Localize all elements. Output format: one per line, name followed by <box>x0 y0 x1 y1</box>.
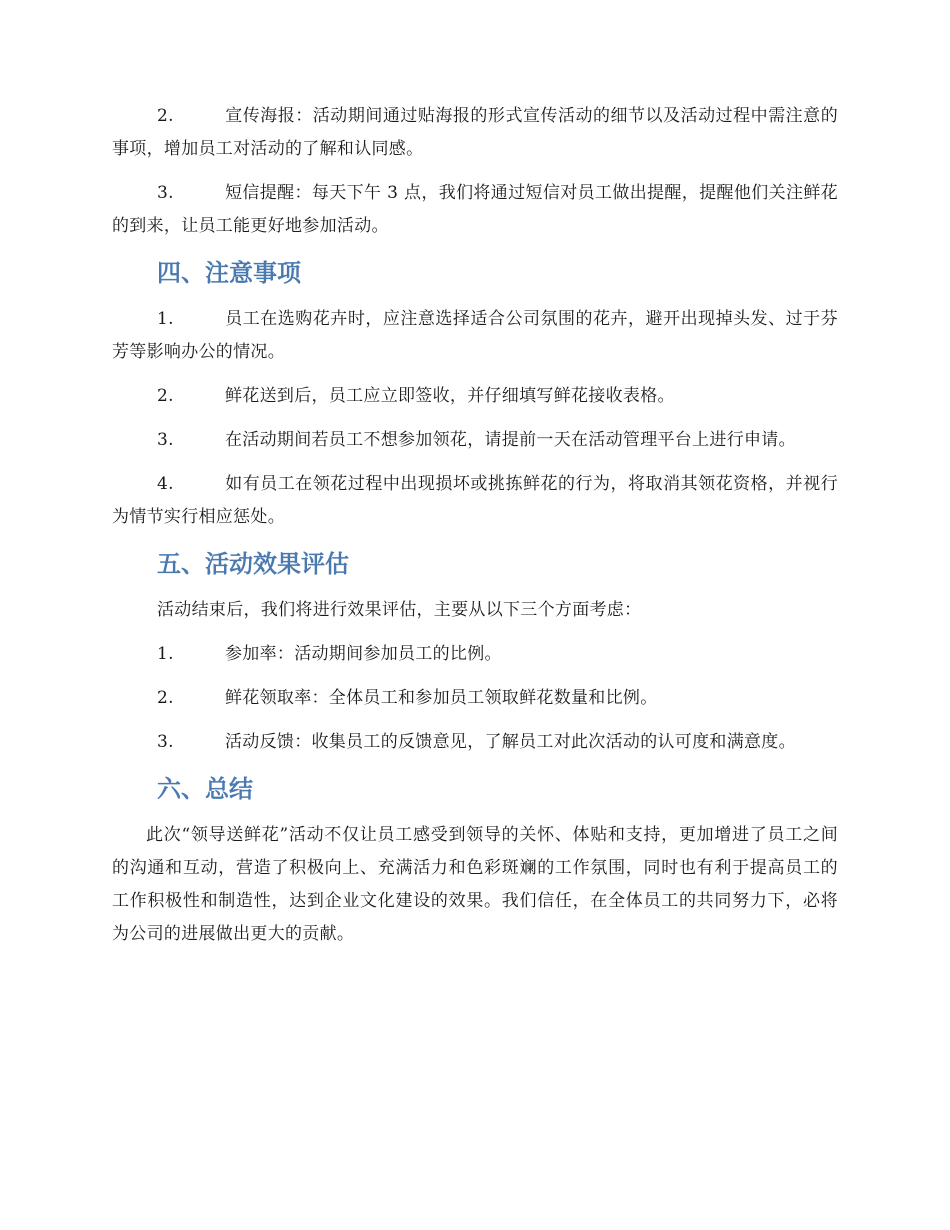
document-page <box>112 100 838 962</box>
list-item-text: 短信提醒：每天下午 3 点，我们将通过短信对员工做出提醒，提醒他们关注鲜花的到来，让员工能更好地参加活动。 <box>112 183 838 236</box>
list-item-number: 3. <box>157 732 174 752</box>
section-heading: 五、活动效果评估 <box>157 550 349 578</box>
list-item <box>112 100 838 166</box>
list-item <box>112 682 838 715</box>
list-item-number: 1. <box>157 309 174 329</box>
section-heading: 六、总结 <box>157 775 253 803</box>
list-item-text: 鲜花领取率：全体员工和参加员工领取鲜花数量和比例。 <box>225 688 658 708</box>
section-heading: 四、注意事项 <box>157 259 301 287</box>
list-item-text: 鲜花送到后，员工应立即签收，并仔细填写鲜花接收表格。 <box>225 386 675 406</box>
list-item <box>112 468 838 534</box>
list-item <box>112 303 838 369</box>
list-item-text: 活动反馈：收集员工的反馈意见，了解员工对此次活动的认可度和满意度。 <box>225 732 796 752</box>
list-item-text: 如有员工在领花过程中出现损坏或挑拣鲜花的行为，将取消其领花资格，并视行为情节实行相应惩处。 <box>112 474 838 527</box>
list-item <box>112 177 838 243</box>
list-item-number: 4. <box>157 474 174 494</box>
list-item <box>112 638 838 671</box>
list-item-text: 在活动期间若员工不想参加领花，请提前一天在活动管理平台上进行申请。 <box>225 430 796 450</box>
list-item-number: 2. <box>157 386 174 406</box>
list-item <box>112 380 838 413</box>
list-item-number: 1. <box>157 644 174 664</box>
list-item <box>112 424 838 457</box>
list-item-text: 参加率：活动期间参加员工的比例。 <box>225 644 502 664</box>
list-item-number: 2. <box>157 106 174 126</box>
list-item-number: 2. <box>157 688 174 708</box>
intro-paragraph: 活动结束后，我们将进行效果评估，主要从以下三个方面考虑： <box>157 600 642 620</box>
list-item-text: 员工在选购花卉时，应注意选择适合公司氛围的花卉，避开出现掉头发、过于芬芳等影响办公的情况。 <box>112 309 838 362</box>
list-item-number: 3. <box>157 430 174 450</box>
summary-paragraph: 此次“领导送鲜花”活动不仅让员工感受到领导的关怀、体贴和支持，更加增进了员工之间的沟通和互动，营造了积极向上、充满活力和色彩斑斓的工作氛围，同时也有利于提高员工的工作积极性和制造性，达到企业文化建设的效果。我们信任，在全体员工的共同努力下，必将为公司的进展做出更大的贡献。 <box>112 825 838 944</box>
list-item-text: 宣传海报：活动期间通过贴海报的形式宣传活动的细节以及活动过程中需注意的事项，增加员工对活动的了解和认同感。 <box>112 106 838 159</box>
list-item-number: 3. <box>157 183 174 203</box>
list-item <box>112 726 838 759</box>
